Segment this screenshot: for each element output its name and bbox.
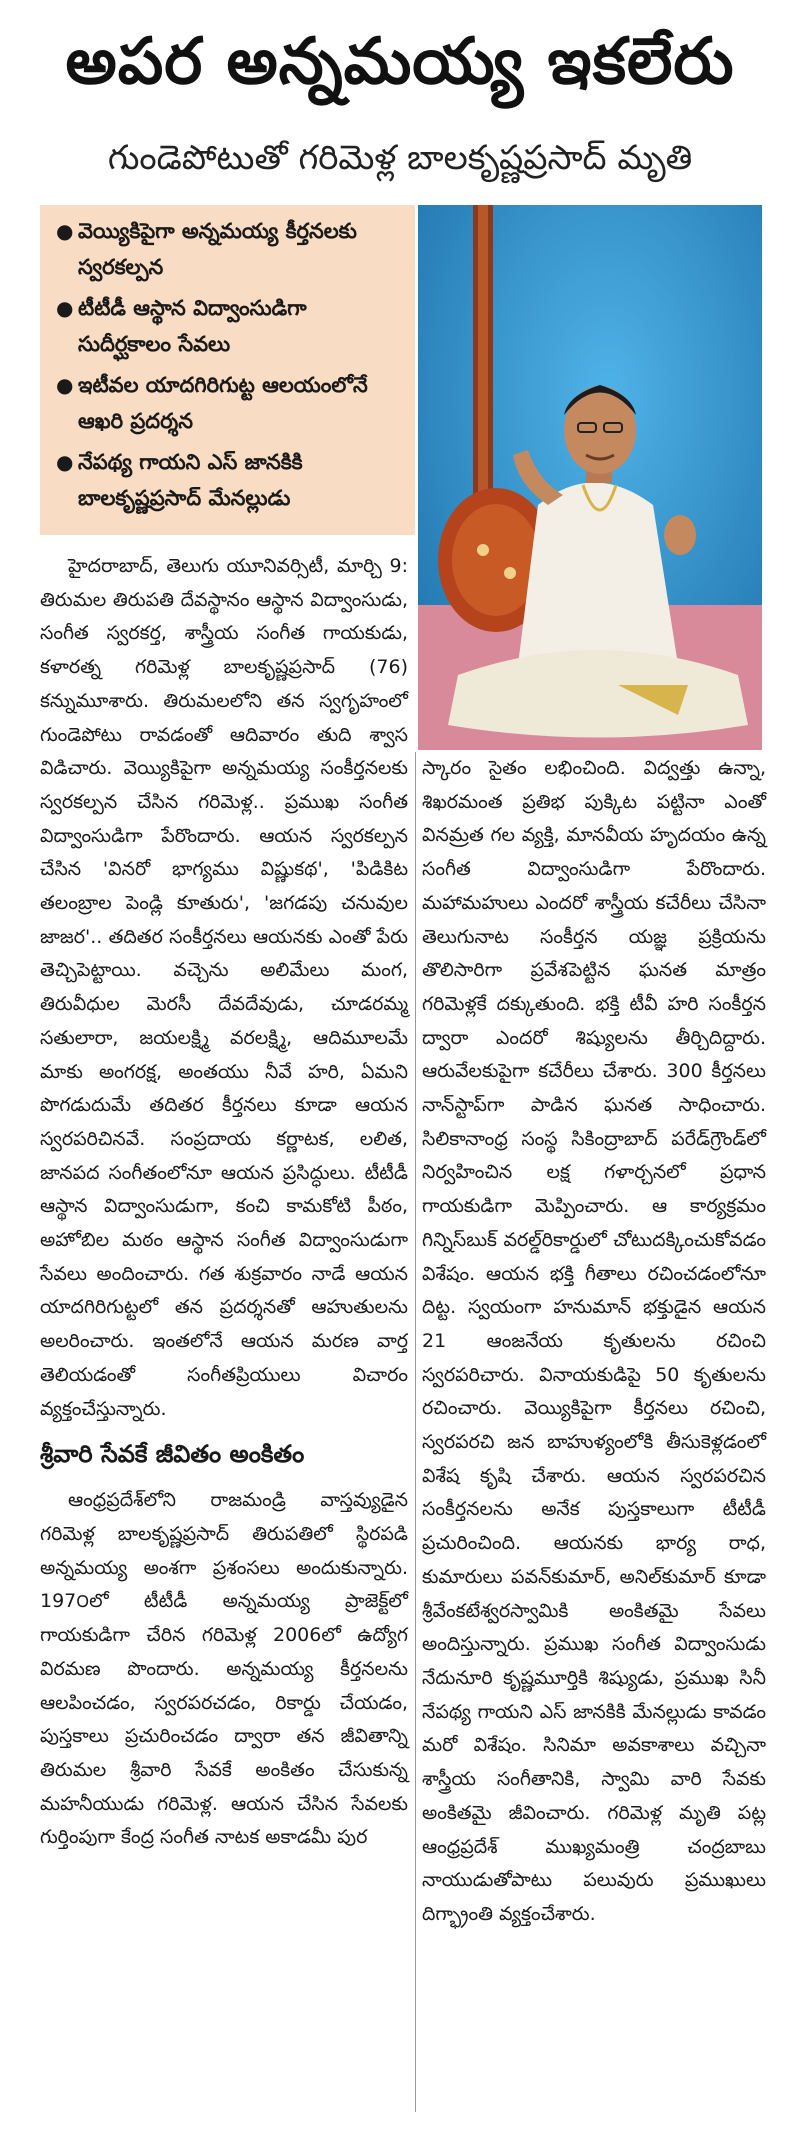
article-column-right <box>422 752 766 1938</box>
subheadline: గుండెపోటుతో గరిమెళ్ల బాలకృష్ణప్రసాద్ మృతి <box>107 138 693 178</box>
bullet-icon: ● <box>56 450 74 474</box>
article-column-left <box>40 550 408 1861</box>
highlight-item: ● టీటీడీ ఆస్థాన విద్వాంసుడిగా సుదీర్ఘకాలం సేవలు <box>54 290 405 362</box>
article-paragraph: ఆంధ్రప్రదేశ్‌లోని రాజమండ్రి వాస్తవ్యుడైన గరిమెళ్ల బాలకృష్ణప్రసాద్ తిరుపతిలో స్థిరపడి అన్నమయ్య అంశగా ప్రశంసలు అందుకున్నారు. 197౦లో టీటీడీ అన్నమయ్య ప్రాజెక్ట్‌లో గాయకుడిగా చేరిన గరిమెళ్ల 2006లో ఉద్యోగ విరమణ పొందారు. అన్నమయ్య కీర్తనలను ఆలపించడం, స్వరపరచడం, రికార్డు చేయడం, పుస్తకాలు ప్రచురించడం ద్వారా తన జీవితాన్ని తిరుమల శ్రీవారి సేవకే అంకితం చేసుకున్న మహనీయుడు గరిమెళ్ల. ఆయన చేసిన సేవలకు గుర్తింపుగా కేంద్ర సంగీత నాటక అకాడమీ పుర <box>40 1489 408 1849</box>
highlight-item: ● ఇటీవల యాదగిరిగుట్ట ఆలయంలోనే ఆఖరి ప్రదర్శన <box>54 367 405 439</box>
bullet-icon: ● <box>56 219 74 243</box>
bullet-icon: ● <box>56 373 74 397</box>
article-paragraph: హైదరాబాద్, తెలుగు యూనివర్సిటీ, మార్చి 9: తిరుమల తిరుపతి దేవస్థానం ఆస్థాన విద్వాంసుడు, సంగీత స్వరకర్త, శాస్త్రీయ సంగీత గాయకుడు, కళారత్న గరిమెళ్ల బాలకృష్ణప్రసాద్ (76) కన్నుమూశారు. తిరుమలలోని తన స్వగృహంలో గుండెపోటు రావడంతో ఆదివారం తుది శ్వాస విడిచారు. వెయ్యికిపైగా అన్నమయ్య సంకీర్తనలకు స్వరకల్పన చేసిన గరిమెళ్ల.. ప్రముఖ సంగీత విద్వాంసుడిగా పేరొందారు. ఆయన స్వరకల్పన చేసిన 'వినరో భాగ్యము విష్ణుకథ', 'పిడికిట తలంబ్రాల పెండ్లి కూతురు', 'జగడపు చనువుల జాజర'.. తదితర సంకీర్తనలు ఆయనకు ఎంతో పేరు తెచ్చిపెట్టాయి. వచ్చెను అలిమేలు మంగ, తిరువీధుల మెరసీ దేవదేవుడు, చూడరమ్మ సతులారా, జయలక్ష్మి వరలక్ష్మి, ఆదిమూలమే మాకు అంగరక్ష, అంతయు నీవే హరి, ఏమని పొగడుదుమే తదితర కీర్తనలు కూడా ఆయన స్వరపరిచినవే. సంప్రదాయ కర్ణాటక, లలిత, జానపద సంగీతంలోనూ ఆయన ప్రసిద్ధులు. టీటీడీ ఆస్థాన విద్వాంసుడుగా, కంచి కామకోటి పీఠం, అహోబిల మఠం ఆస్థాన సంగీత విద్వాంసుడుగా సేవలు అందించారు. గత శుక్రవారం నాడే ఆయన యాదగిరిగుట్టలో తన ప్రదర్శనతో ఆహుతులను అలరించారు. ఇంతలోనే ఆయన మరణ వార్త తెలియడంతో సంగీతప్రియులు విచారం వ్యక్తంచేస్తున్నారు. <box>40 555 408 1420</box>
column-divider <box>415 752 416 2112</box>
highlights-box <box>40 205 415 535</box>
article-paragraph: స్కారం సైతం లభించింది. విద్వత్తు ఉన్నా, శిఖరమంత ప్రతిభ పుక్కిట పట్టినా ఎంతో వినమ్రత గల వ్యక్తి, మానవీయ హృదయం ఉన్న సంగీత విద్వాంసుడిగా పేరొందారు. మహామహులు ఎందరో శాస్త్రీయ కచేరీలు చేసినా తెలుగునాట సంకీర్తన యజ్ఞ ప్రక్రియను తొలిసారిగా ప్రవేశపెట్టిన ఘనత మాత్రం గరిమెళ్లకే దక్కుతుంది. భక్తి టీవీ హరి సంకీర్తన ద్వారా ఎందరో శిష్యులను తీర్చిదిద్దారు. ఆరువేలకుపైగా కచేరీలు చేశారు. 300 కీర్తనలు నాన్‌స్టాప్‌గా పాడిన ఘనత సాధించారు. సిలికానాంధ్ర సంస్థ సికింద్రాబాద్ పరేడ్‌గ్రౌండ్‌లో నిర్వహించిన లక్ష గళార్చనలో ప్రధాన గాయకుడిగా మెప్పించారు. ఆ కార్యక్రమం గిన్నిస్‌బుక్ వరల్డ్‌రికార్డులో చోటుదక్కించుకోవడం విశేషం. ఆయన భక్తి గీతాలు రచించడంలోనూ దిట్ట. స్వయంగా హనుమాన్ భక్తుడైన ఆయన 21 ఆంజనేయ కృతులను రచించి స్వరపరిచారు. వినాయకుడిపై 50 కృతులను రచించారు. వెయ్యికిపైగా కీర్తనలు రచించి, స్వరపరచి జన బాహుళ్యంలోకి తీసుకెళ్లడంలో విశేష కృషి చేశారు. ఆయన స్వరపరచిన సంకీర్తనలను అనేక పుస్తకాలుగా టీటీడీ ప్రచురించింది. ఆయనకు భార్య రాధ, కుమారులు పవన్‌కుమార్, అనిల్‌కుమార్ కూడా శ్రీవేంకటేశ్వరస్వామికి అంకితమై సేవలు అందిస్తున్నారు. ప్రముఖ సంగీత విద్వాంసుడు నేదునూరి కృష్ణమూర్తికి శిష్యుడు, ప్రముఖ సినీ నేపథ్య గాయని ఎస్ జానకికి మేనల్లుడు కావడం మరో విశేషం. సినిమా అవకాశాలు వచ్చినా శాస్త్రీయ సంగీతానికి, స్వామి వారి సేవకు అంకితమై జీవించారు. గరిమెళ్ల మృతి పట్ల ఆంధ్రప్రదేశ్ ముఖ్యమంత్రి చంద్రబాబు నాయుడుతోపాటు పలువురు ప్రముఖులు దిగ్భ్రాంతి వ్యక్తంచేశారు. <box>422 757 766 1925</box>
highlight-item: ● నేపథ్య గాయని ఎస్ జానకికి బాలకృష్ణప్రసాద్ మేనల్లుడు <box>54 444 405 516</box>
musician-photo <box>418 205 762 750</box>
headline: అపర అన్నమయ్య ఇకలేరు <box>65 25 735 99</box>
musician-photo-illustration <box>418 205 762 750</box>
section-heading: శ్రీవారి సేవకే జీవితం అంకితం <box>40 1440 305 1469</box>
bullet-icon: ● <box>56 296 74 320</box>
highlight-item: ● వెయ్యికిపైగా అన్నమయ్య కీర్తనలకు స్వరకల్పన <box>54 213 405 285</box>
